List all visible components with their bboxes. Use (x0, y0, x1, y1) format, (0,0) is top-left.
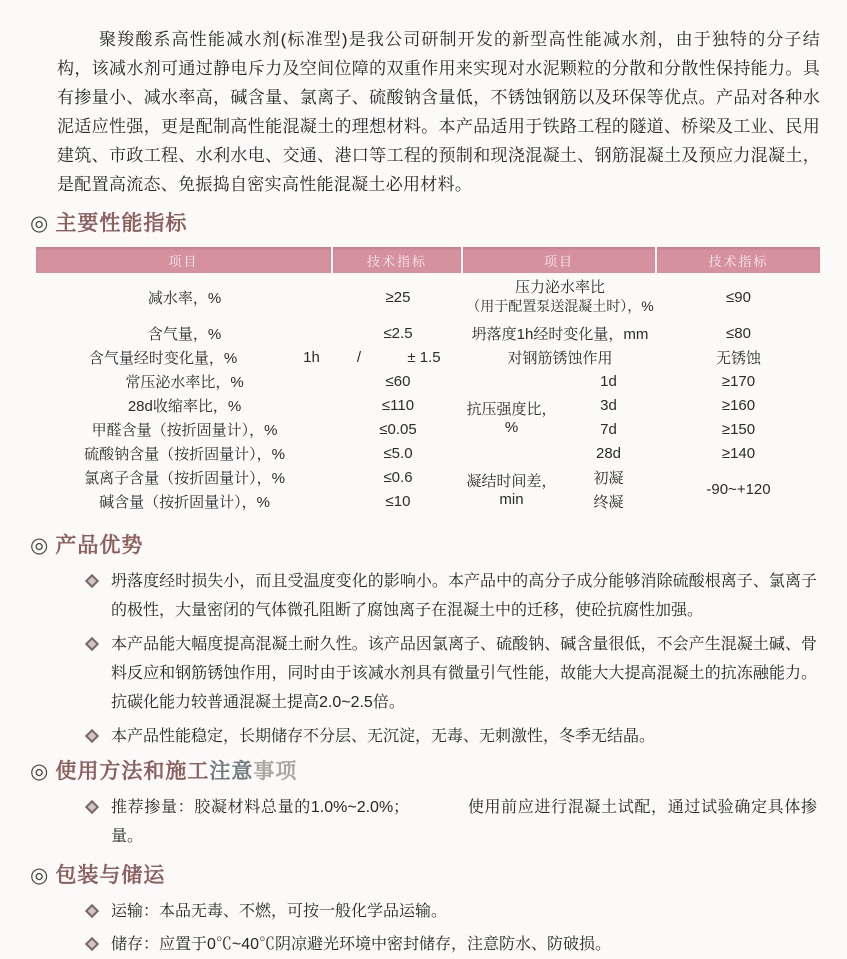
section-title: 主要性能指标 (55, 212, 188, 235)
table-cell-value: ≤110 (381, 396, 415, 414)
usage-dosage-text: 推荐掺量：胶凝材料总量的1.0%~2.0%； (111, 799, 410, 816)
list-item-text: 坍落度经时损失小，而且受温度变化的影响小。本产品中的高分子成分能够消除硫酸根离子、氯离子的极性，大量密闭的气体微孔阻断了腐蚀离子在混凝土中的迁移，使砼抗腐性加强。 (111, 573, 817, 619)
list-item-text: 本产品能大幅度提高混凝土耐久性。该产品因氯离子、硫酸钠、碱含量很低，不会产生混凝土碱、骨料反应和钢筋锈蚀作用，同时由于该减水剂具有微量引气性能，故能大大提高混凝土的抗冻融能力。抗碳化能力较普通混凝土提高2.0~2.5倍。 (111, 636, 817, 711)
section-title-faded: 事项 (253, 760, 298, 783)
table-cell-value: ≤90 (726, 288, 751, 306)
table-cell-setting-final: 终凝 (593, 493, 624, 511)
table-cell-value: ≤60 (385, 372, 411, 390)
table-header-cell: 项目 (36, 247, 333, 273)
table-cell-label: 常压泌水率比，% (125, 373, 244, 391)
table-cell-age: 28d (595, 444, 622, 462)
table-cell-label: 减水率，% (147, 289, 222, 307)
table-cell-label (463, 273, 657, 321)
section-marker-icon: ◎ (30, 864, 49, 887)
list-item (85, 567, 817, 625)
section-heading-performance (30, 211, 847, 237)
table-cell-label: 含气量，% (147, 325, 222, 343)
list-item (85, 630, 817, 717)
table-cell-value: ≥170 (721, 372, 756, 390)
table-header-cell: 技术指标 (333, 247, 463, 273)
table-cell-label: 氯离子含量（按折固量计），% (84, 469, 285, 487)
table-cell-value: ≤2.5 (383, 324, 413, 342)
table-header-cell: 技术指标 (657, 247, 820, 273)
usage-trial-text: 使用前应进行混凝土试配，通过试验确定具体掺量。 (111, 799, 817, 845)
table-cell-label-line1: 压力泌水率比 (514, 279, 605, 296)
table-cell-value: ≥160 (721, 396, 756, 414)
table-cell-value: 无锈蚀 (715, 349, 761, 367)
table-body (36, 273, 820, 513)
section-title: 产品优势 (55, 534, 144, 557)
table-cell-label: 硫酸钠含量（按折固量计），% (84, 445, 285, 463)
section-marker-icon: ◎ (30, 534, 49, 557)
section-marker-icon: ◎ (30, 760, 49, 783)
table-header-cell: 项目 (463, 247, 657, 273)
table-cell-group-label: 凝结时间差，min (466, 473, 557, 508)
table-cell-value: ≤0.6 (383, 468, 413, 486)
table-cell-label: 甲醛含量（按折固量计），% (91, 421, 278, 439)
diamond-bullet-icon (85, 800, 99, 814)
diamond-bullet-icon (85, 729, 99, 743)
table-cell-label: 28d收缩率比，% (127, 397, 242, 415)
section-marker-icon: ◎ (30, 212, 49, 235)
table-cell-label: 坍落度1h经时变化量，mm (471, 325, 649, 343)
list-item (85, 793, 817, 851)
table-cell-value: ≥140 (721, 444, 756, 462)
table-cell-slash: / (356, 348, 362, 366)
table-cell-value: ≥150 (721, 420, 756, 438)
table-cell-time: 1h (303, 348, 320, 366)
table-cell-age: 3d (600, 396, 617, 414)
list-item (85, 897, 817, 926)
diamond-bullet-icon (85, 904, 99, 918)
performance-table (36, 247, 820, 513)
diamond-bullet-icon (85, 937, 99, 951)
section-title: 包装与储运 (55, 864, 166, 887)
section-heading-advantages (30, 533, 847, 559)
diamond-bullet-icon (85, 637, 99, 651)
table-header-row (36, 247, 820, 273)
table-cell-age: 7d (600, 420, 617, 438)
intro-paragraph: 聚羧酸系高性能减水剂(标准型)是我公司研制开发的新型高性能减水剂，由于独特的分子结构，该减水剂可通过静电斥力及空间位障的双重作用来实现对水泥颗粒的分散和分散性保持能力。具有掺量小、减水率高，碱含量、氯离子、硫酸钠含量低，不锈蚀钢筋以及环保等优点。产品对各种水泥适应性强，更是配制高性能混凝土的理想材料。本产品适用于铁路工程的隧道、桥梁及工业、民用建筑、市政工程、水利水电、交通、港口等工程的预制和现浇混凝土、钢筋混凝土及预应力混凝土，是配置高流态、免振捣自密实高性能混凝土必用材料。 (57, 30, 820, 194)
table-cell-label-line2: （用于配置泵送混凝土时），% (466, 298, 654, 314)
table-cell-value: ≤5.0 (383, 444, 413, 462)
table-cell-group-label: 抗压强度比，% (466, 401, 557, 436)
table-cell-label: 对钢筋锈蚀作用 (507, 349, 613, 367)
diamond-bullet-icon (85, 574, 99, 588)
section-heading-packaging (30, 863, 847, 889)
table-cell-setting-initial: 初凝 (593, 469, 624, 487)
packaging-list (85, 897, 817, 959)
section-title: 使用方法和施工 (55, 760, 210, 783)
table-cell-label: 碱含量（按折固量计），% (99, 493, 270, 511)
usage-list (85, 793, 817, 851)
section-title-faded: 注意 (209, 760, 254, 783)
table-cell-value: ≤0.05 (379, 420, 417, 438)
section-heading-usage (30, 759, 847, 785)
list-item-text: 运输：本品无毒、不燃，可按一般化学品运输。 (111, 903, 448, 920)
table-cell-value: ± 1.5 (407, 348, 441, 366)
table-cell-value: ≤80 (726, 324, 751, 342)
table-cell-label: 含气量经时变化量，% (88, 349, 238, 367)
list-item-text: 本产品性能稳定，长期储存不分层、无沉淀，无毒、无刺激性，冬季无结晶。 (111, 728, 656, 745)
list-item (85, 930, 817, 959)
table-cell-age: 1d (600, 372, 617, 390)
table-cell-value: -90~+120 (706, 480, 771, 498)
table-cell-value: ≤10 (385, 492, 411, 510)
table-cell-value: ≥25 (385, 288, 411, 306)
list-item (85, 722, 817, 751)
advantages-list (85, 567, 817, 751)
list-item-text: 储存：应置于0℃~40℃阴凉避光环境中密封储存，注意防水、防破损。 (111, 936, 612, 953)
